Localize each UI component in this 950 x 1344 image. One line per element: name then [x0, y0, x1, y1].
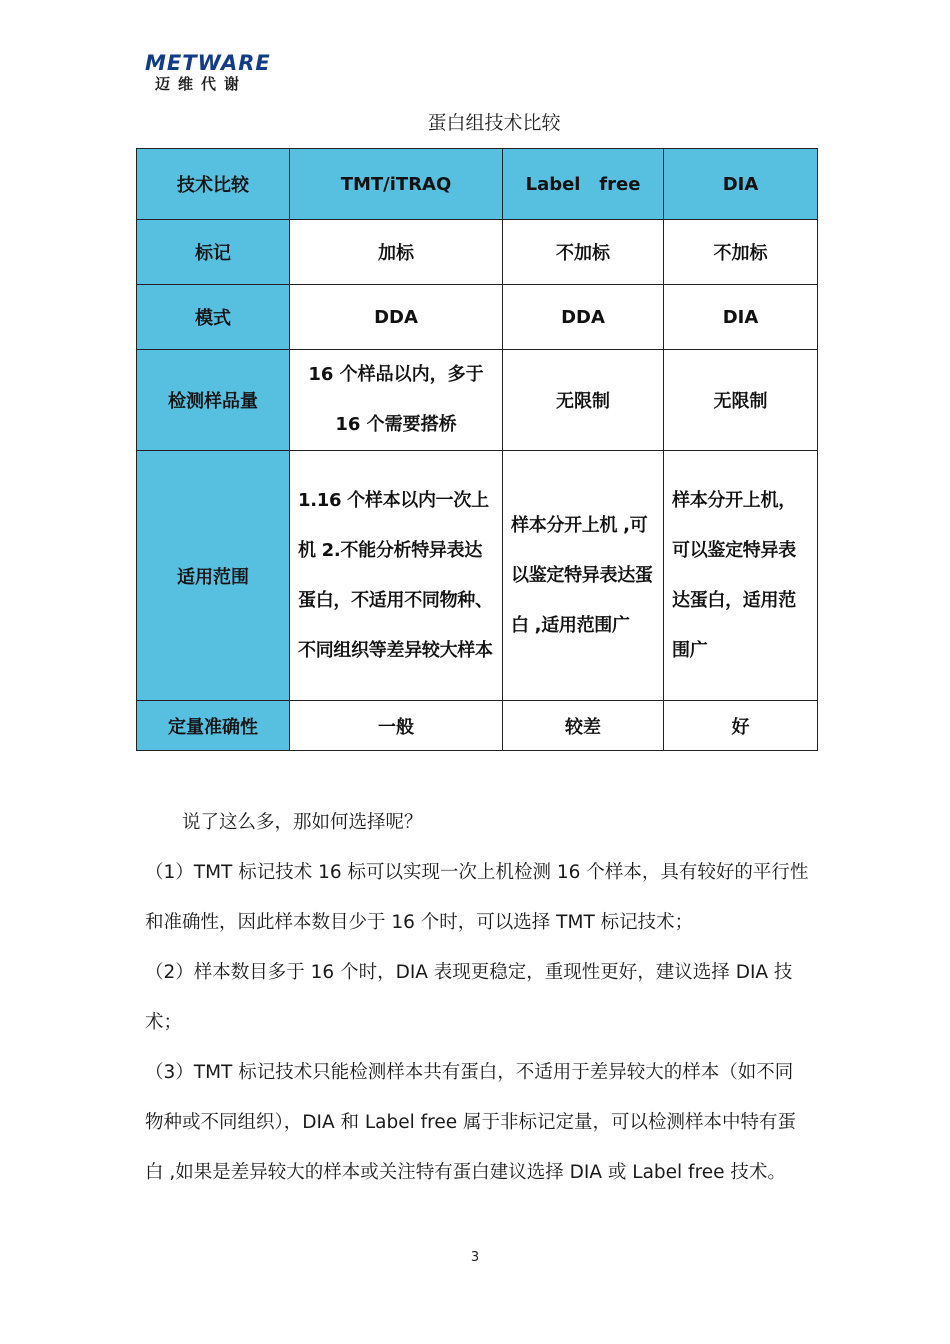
table-row: [137, 701, 818, 751]
logo-text-en: METWARE: [145, 51, 271, 75]
table-cell: 样本分开上机，可以鉴定特异表达蛋白，适用范围广: [664, 451, 818, 701]
table-cell: 样本分开上机 ,可以鉴定特异表达蛋白 ,适用范围广: [503, 451, 664, 701]
header-cell: DIA: [664, 149, 818, 220]
header-cell: TMT/iTRAQ: [290, 149, 503, 220]
page-title: 蛋白组技术比较: [427, 112, 561, 134]
page-number: 3: [470, 1250, 480, 1265]
row-label: 模式: [137, 285, 290, 350]
paragraph: （3）TMT 标记技术只能检测样本共有蛋白，不适用于差异较大的样本（如不同物种或不同组织），DIA 和 Label free 属于非标记定量，可以检测样本中特有蛋白 ,如果是差异较大的样本或关注特有蛋白建议选择 DIA 或 Label free 技术。: [145, 1062, 797, 1183]
table-row: [137, 285, 818, 350]
row-label: 定量准确性: [137, 701, 290, 751]
table-cell: 好: [664, 701, 818, 751]
table-header-row: [137, 149, 818, 220]
body-text: [145, 798, 810, 1198]
table-cell: DIA: [664, 285, 818, 350]
row-label: 检测样品量: [137, 350, 290, 451]
table-cell: 不加标: [503, 220, 664, 285]
table-cell: 无限制: [503, 350, 664, 451]
company-logo: [145, 52, 285, 93]
row-label: 适用范围: [137, 451, 290, 701]
paragraph: （1）TMT 标记技术 16 标可以实现一次上机检测 16 个样本，具有较好的平行性和准确性，因此样本数目少于 16 个时，可以选择 TMT 标记技术；: [145, 862, 809, 933]
header-cell: Label free: [503, 149, 664, 220]
table-cell: 不加标: [664, 220, 818, 285]
table-cell: 16 个样品以内，多于 16 个需要搭桥: [290, 350, 503, 451]
logo-text-cn: 迈维代谢: [155, 75, 248, 93]
table-cell: DDA: [503, 285, 664, 350]
table-cell: DDA: [290, 285, 503, 350]
table-row: [137, 220, 818, 285]
paragraph: （2）样本数目多于 16 个时，DIA 表现更稳定，重现性更好，建议选择 DIA 技术；: [145, 962, 793, 1033]
table-row: [137, 451, 818, 701]
comparison-table: [136, 148, 818, 751]
header-cell: 技术比较: [137, 149, 290, 220]
paragraph: 说了这么多，那如何选择呢？: [182, 812, 423, 833]
row-label: 标记: [137, 220, 290, 285]
table-row: [137, 350, 818, 451]
table-cell: 较差: [503, 701, 664, 751]
table-cell: 加标: [290, 220, 503, 285]
table-cell: 一般: [290, 701, 503, 751]
table-cell: 1.16 个样本以内一次上机 2.不能分析特异表达蛋白，不适用不同物种、不同组织等差异较大样本: [290, 451, 503, 701]
table-cell: 无限制: [664, 350, 818, 451]
